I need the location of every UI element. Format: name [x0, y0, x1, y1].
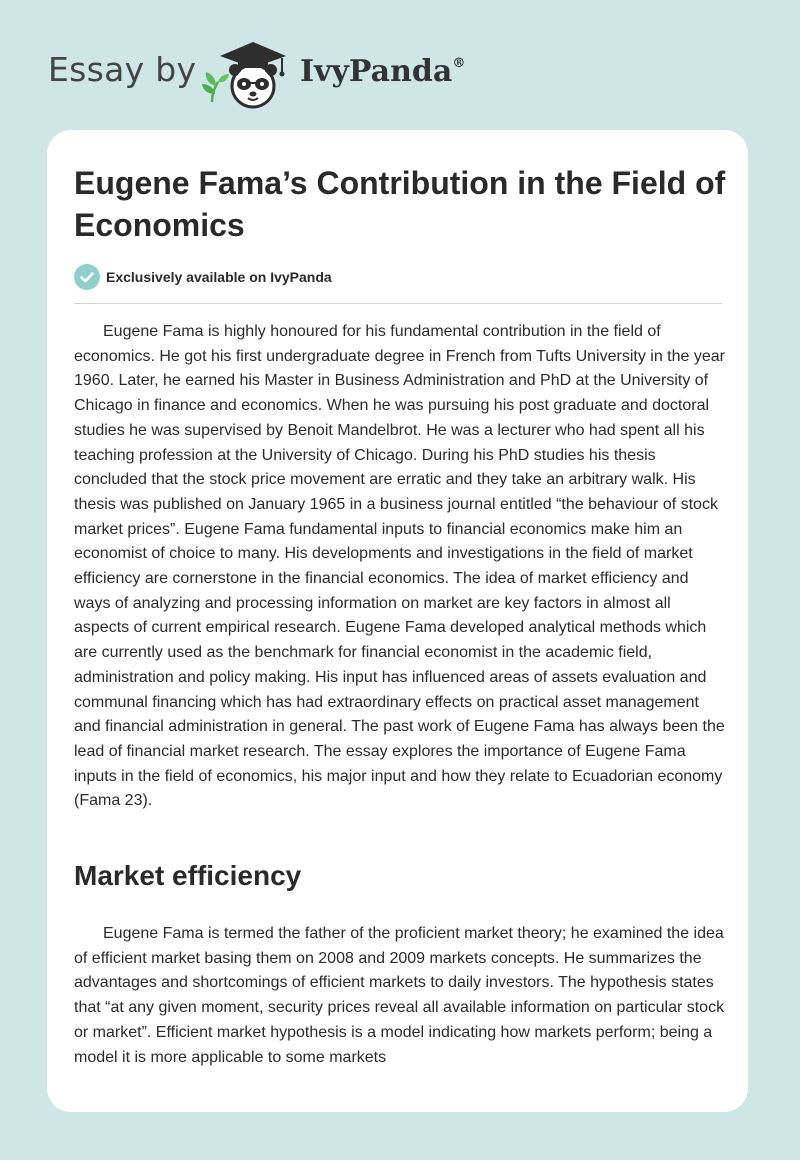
registered-mark: ® — [452, 56, 466, 71]
brand-name[interactable] — [300, 54, 465, 89]
badge-label: Exclusively available on IvyPanda — [106, 269, 332, 285]
site-header — [0, 0, 800, 130]
check-circle-icon — [74, 264, 100, 290]
divider — [74, 303, 722, 304]
essay-by-label: Essay by — [48, 50, 197, 89]
panda-graduate-icon[interactable] — [198, 36, 294, 110]
essay-card — [47, 130, 748, 1112]
page-title: Eugene Fama’s Contribution in the Field of Economics — [74, 165, 726, 243]
brand-text: IvyPanda — [300, 54, 453, 89]
paragraph-market-efficiency: Eugene Fama is termed the father of the proficient market theory; he examined the idea of efficient market basing them on 2008 and 2009 markets concepts. He summarizes the advantages and shortcomings of efficient markets to daily investors. The hypothesis states that “at any given moment, security prices reveal all available information on particular stock or market”. Efficient market hypothesis is a model indicating how markets perform; being a model it is more applicable to some markets — [74, 925, 725, 1066]
section-heading-market-efficiency: Market efficiency — [74, 860, 302, 891]
paragraph-intro: Eugene Fama is highly honoured for his fundamental contribution in the field of economics. He got his first undergraduate degree in French from Tufts University in the year 1960. Later, he earned his Master in Business Administration and PhD at the University of Chicago in finance and economics. When he was pursuing his post graduate and doctoral studies he was supervised by Benoit Mandelbrot. He was a lecturer who had spent all his teaching profession at the University of Chicago. During his PhD studies his thesis concluded that the stock price movement are erratic and they take an arbitrary walk. His thesis was published on January 1965 in a business journal entitled “the behaviour of stock market prices”. Eugene Fama fundamental inputs to financial economics make him an economist of choice to many. His developments and investigations in the field of market efficiency are cornerstone in the financial economics. The idea of market efficiency and ways of analyzing and processing information on market are key factors in almost all aspects of current empirical research. Eugene Fama developed analytical methods which are currently used as the benchmark for financial economist in the academic field, administration and policy making. His input has influenced areas of assets evaluation and communal financing which has had extraordinary effects on practical asset management and financial administration in general. The past work of Eugene Fama has always been the lead of financial market research. The essay explores the importance of Eugene Fama inputs in the field of economics, his major input and how they relate to Ecuadorian economy (Fama 23). — [74, 323, 725, 810]
exclusive-badge — [74, 264, 332, 290]
